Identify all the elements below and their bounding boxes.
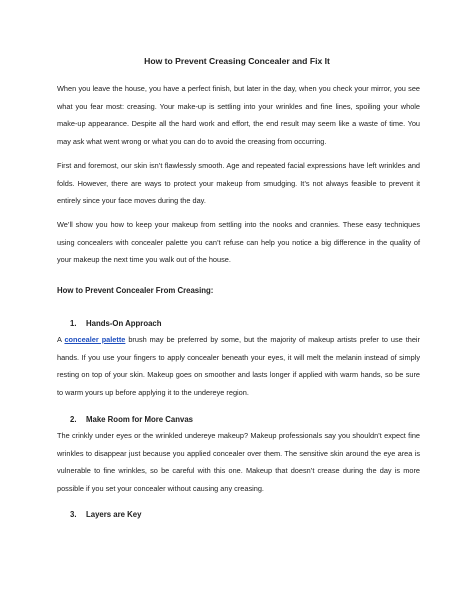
item-number: 1. [70, 319, 77, 328]
item-heading-2 [70, 415, 193, 424]
section-heading: How to Prevent Concealer From Creasing: [57, 286, 214, 295]
item-heading-1 [70, 319, 162, 328]
item-heading-text: Layers are Key [86, 510, 142, 519]
concealer-palette-link[interactable]: concealer palette [64, 335, 126, 344]
item-number: 3. [70, 510, 77, 519]
item-heading-text: Hands-On Approach [86, 319, 162, 328]
intro-paragraph: We’ll show you how to keep your makeup from settling into the nooks and crannies. These easy techniques using concealers with concealer palette you can’t refuse can help you notice a big difference in the quality of your makeup the next time you walk out of the house. [57, 220, 420, 265]
intro-paragraph: When you leave the house, you have a perfect finish, but later in the day, when you check your mirror, you see what you fear most: creasing. Your make-up is settling into your wrinkles and fine lines, spoiling your whole make-up appearance. Despite all the hard work and effort, the end result may seem like a waste of time. You may ask what went wrong or what you can do to avoid the creasing from occurring. [57, 84, 420, 146]
page-title: How to Prevent Creasing Concealer and Fix It [144, 56, 330, 66]
intro-paragraph: First and foremost, our skin isn’t flawlessly smooth. Age and repeated facial expressions have left wrinkles and folds. However, there are ways to protect your makeup from smudging. It’s not always feasible to prevent it entirely since your face moves during the day. [57, 161, 420, 206]
item-heading-text: Make Room for More Canvas [86, 415, 194, 424]
item-paragraph-1 [57, 331, 420, 401]
item-number: 2. [70, 415, 77, 424]
item-text-before-link: A [57, 335, 65, 344]
item-text-after-link: brush may be preferred by some, but the majority of makeup artists prefer to use their hands. If you use your fingers to apply concealer beneath your eyes, it will melt the melanin instead of simply resting on top of your skin. Makeup goes on smoother and lasts longer if applied with warm hands, so be sure to warm yours up before applying it to the undereye region. [57, 335, 420, 397]
item-paragraph-2: The crinkly under eyes or the wrinkled undereye makeup? Makeup professionals say you shouldn’t expect fine wrinkles to disappear just because you applied concealer over them. The sensitive skin around the eye area is vulnerable to fine wrinkles, so be careful with this one. Makeup that doesn’t crease during the day is more possible if you set your concealer without causing any creasing. [57, 431, 420, 493]
item-heading-3 [70, 510, 141, 519]
